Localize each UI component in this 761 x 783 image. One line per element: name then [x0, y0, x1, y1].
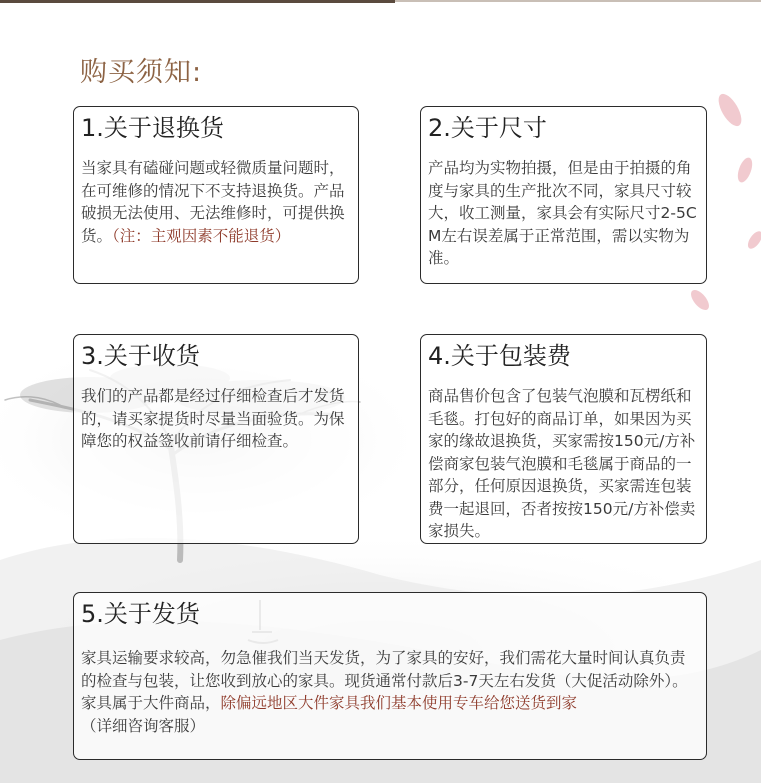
page-title: 购买须知: — [80, 57, 203, 88]
section-body — [81, 157, 353, 247]
section-title: 4.关于包装费 — [428, 342, 571, 370]
section-packaging-fee — [420, 334, 707, 544]
section-title: 5.关于发货 — [81, 600, 200, 628]
section-title: 3.关于收货 — [81, 342, 200, 370]
section-text: 当家具有磕碰问题或轻微质量问题时，在可维修的情况下不支持退换货。产品破损无法使用、无法维修时，可提供换货。 — [81, 159, 345, 245]
top-divider-light — [395, 0, 761, 2]
section-text: 家具运输要求较高，勿急催我们当天发货，为了家具的安好，我们需花大量时间认真负责的检查与包装，让您收到放心的家具。现货通常付款后3-7天左右发货（大促活动除外）。家具属于大件商品， — [81, 649, 688, 712]
section-shipping — [73, 592, 707, 760]
section-title: 1.关于退换货 — [81, 114, 224, 142]
section-receiving — [73, 334, 359, 544]
section-body: 我们的产品都是经过仔细检查后才发货的，请买家提货时尽量当面验货。为保障您的权益签收前请仔细检查。 — [81, 387, 345, 450]
section-body: 商品售价包含了包装气泡膜和瓦楞纸和毛毯。打包好的商品订单，如果因为买家的缘故退换货，买家需按150元/方补偿商家包装气泡膜和毛毯属于商品的一部分，任何原因退换货，买家需连包装费一起退回，否者按按150元/方补偿卖家损失。 — [428, 387, 696, 540]
section-tail: （详细咨询客服） — [81, 716, 206, 735]
section-body: 产品均为实物拍摄，但是由于拍摄的角度与家具的生产批次不同，家具尺寸较大，收工测量，家具会有实际尺寸2-5CM左右误差属于正常范围，需以实物为准。 — [428, 159, 697, 267]
top-divider — [0, 0, 395, 3]
section-size — [420, 106, 707, 284]
section-title: 2.关于尺寸 — [428, 114, 547, 142]
section-returns — [73, 106, 359, 284]
section-note: （注：主观因素不能退货） — [112, 226, 291, 245]
section-note: 除偏远地区大件家具我们基本使用专车给您送货到家 — [220, 694, 578, 712]
section-body — [81, 647, 701, 737]
